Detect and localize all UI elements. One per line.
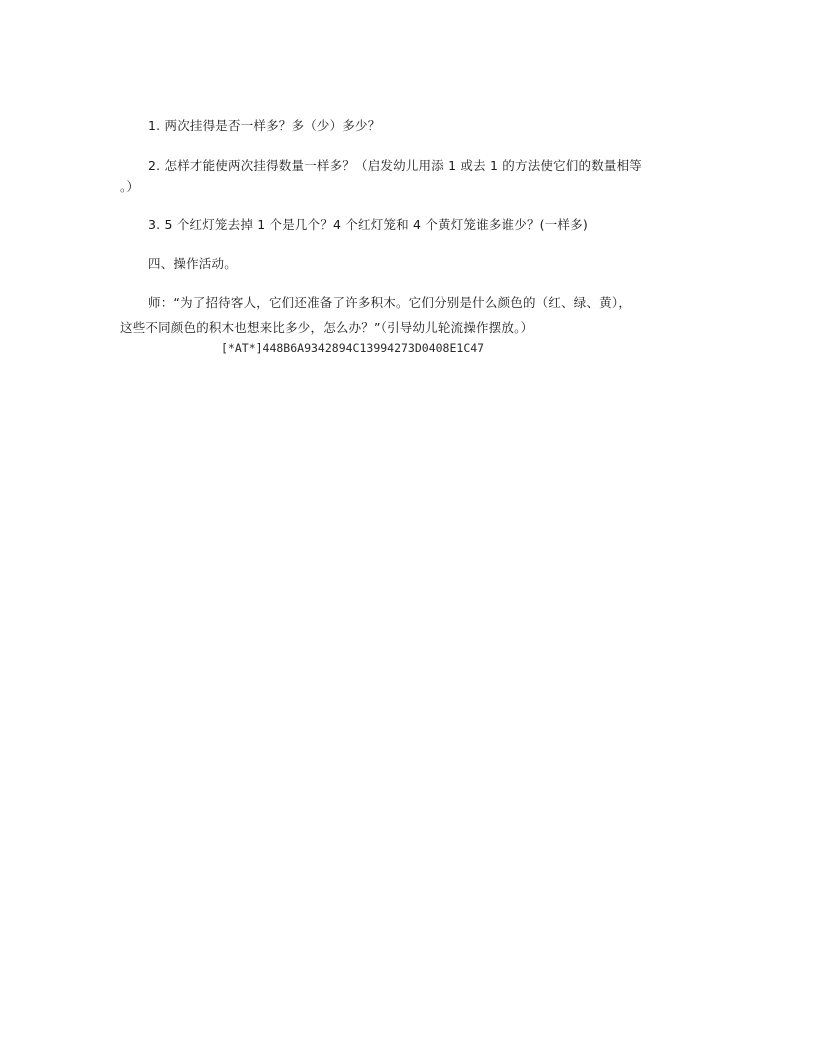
teacher-speech-line-2: 这些不同颜色的积木也想来比多少，怎么办？”（引导幼儿轮流操作摆放。） (120, 320, 534, 335)
document-id-code: [*AT*]448B6A9342894C13994273D0408E1C47 (221, 341, 485, 355)
question-2-line-2: 。） (120, 179, 140, 194)
teacher-speech-line-1: 师：“为了招待客人，它们还准备了许多积木。它们分别是什么颜色的（红、绿、黄）， (148, 295, 632, 310)
question-1: 1. 两次挂得是否一样多？多（少）多少？ (148, 118, 381, 133)
question-2-line-1: 2. 怎样才能使两次挂得数量一样多？（启发幼儿用添 1 或去 1 的方法使它们的数量相等 (148, 158, 643, 173)
question-3: 3. 5 个红灯笼去掉 1 个是几个？4 个红灯笼和 4 个黄灯笼谁多谁少？(一样多) (148, 217, 588, 232)
section-heading-operation-activity: 四、操作活动。 (148, 256, 237, 271)
